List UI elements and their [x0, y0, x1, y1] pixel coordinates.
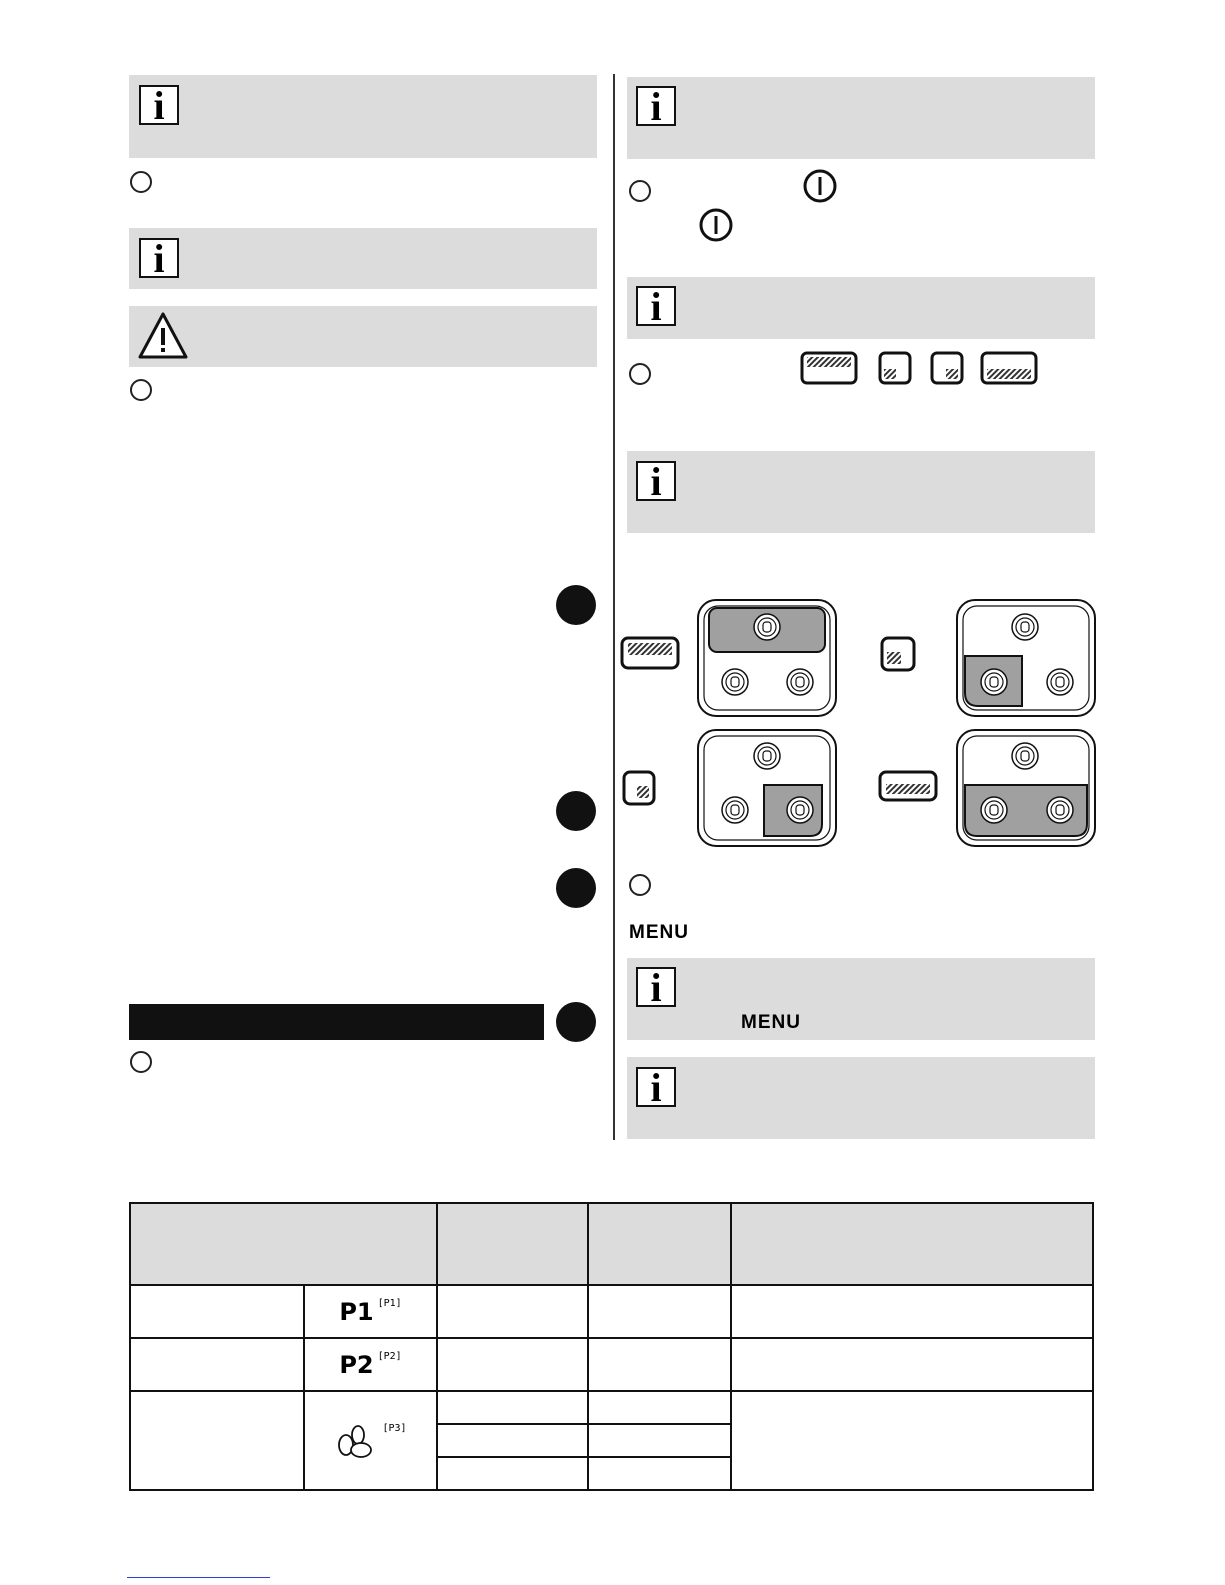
table-cell	[437, 1285, 588, 1338]
info-panel-4	[627, 277, 1095, 339]
table-cell	[130, 1338, 304, 1391]
warning-panel	[129, 306, 597, 367]
info-panel-1	[129, 75, 597, 158]
section-marker	[556, 1002, 596, 1042]
step-circle	[130, 379, 152, 401]
table-cell	[588, 1391, 731, 1424]
step-circle	[130, 1051, 152, 1073]
table-cell	[588, 1424, 731, 1457]
key-rear-right-zone-icon	[932, 353, 962, 383]
info-panel-7	[627, 1057, 1095, 1139]
footer-link-underline	[127, 1577, 270, 1578]
info-icon: i	[636, 1067, 676, 1107]
info-panel-2	[129, 228, 597, 289]
table-row	[130, 1391, 1093, 1424]
key-front-zone-icon	[802, 353, 856, 383]
key-rear-left-zone-icon	[880, 353, 910, 383]
program-code: P2	[339, 1350, 374, 1379]
table-cell	[437, 1391, 588, 1424]
table-header-cell	[588, 1203, 731, 1285]
menu-label: MENU	[629, 922, 689, 943]
table-cell	[731, 1338, 1093, 1391]
table-cell	[130, 1285, 304, 1338]
table-cell	[437, 1338, 588, 1391]
info-icon: i	[636, 86, 676, 126]
program-table	[129, 1202, 1094, 1491]
table-header-cell	[130, 1203, 437, 1285]
table-row	[130, 1285, 1093, 1338]
section-marker	[556, 585, 596, 625]
table-header-cell	[437, 1203, 588, 1285]
step-circle	[629, 363, 651, 385]
zone-diagram-rear	[880, 730, 1095, 846]
info-panel-5	[627, 451, 1095, 533]
program-code-cell	[304, 1391, 438, 1490]
info-icon: i	[636, 967, 676, 1007]
section-header-bar	[129, 1004, 544, 1040]
info-icon: i	[636, 286, 676, 326]
table-cell	[731, 1285, 1093, 1338]
step-circle	[629, 180, 651, 202]
section-marker	[556, 791, 596, 831]
info-icon: i	[636, 461, 676, 501]
info-panel-3	[627, 77, 1095, 159]
info-icon: i	[139, 85, 179, 125]
warning-icon	[137, 311, 189, 361]
info-panel-6	[627, 958, 1095, 1040]
table-row	[130, 1338, 1093, 1391]
table-cell	[437, 1424, 588, 1457]
power-icon	[698, 207, 734, 243]
table-cell	[588, 1285, 731, 1338]
program-code-cell	[304, 1285, 438, 1338]
program-subcode: [P1]	[377, 1297, 402, 1309]
menu-label: MENU	[741, 1012, 801, 1033]
table-header-row	[130, 1203, 1093, 1285]
power-icon	[802, 168, 838, 204]
step-circle	[629, 874, 651, 896]
table-cell	[588, 1457, 731, 1490]
zone-diagrams	[620, 596, 1100, 856]
program-subcode: [P3]	[382, 1422, 407, 1434]
zone-diagram-rear-left	[882, 600, 1095, 716]
table-header-cell	[731, 1203, 1093, 1285]
key-rear-zone-icon	[982, 353, 1036, 383]
zone-keys-row	[800, 351, 1040, 387]
section-marker	[556, 868, 596, 908]
program-code-cell	[304, 1338, 438, 1391]
table-cell	[588, 1338, 731, 1391]
table-cell	[130, 1391, 304, 1490]
zone-diagram-front	[622, 600, 836, 716]
table-cell	[731, 1391, 1093, 1490]
step-circle	[130, 171, 152, 193]
program-subcode: [P2]	[377, 1350, 402, 1362]
info-icon: i	[139, 238, 179, 278]
column-divider	[613, 74, 615, 1140]
program-code: P1	[339, 1297, 374, 1326]
table-cell	[437, 1457, 588, 1490]
eggs-icon	[334, 1423, 378, 1459]
zone-diagram-rear-right	[624, 730, 836, 846]
